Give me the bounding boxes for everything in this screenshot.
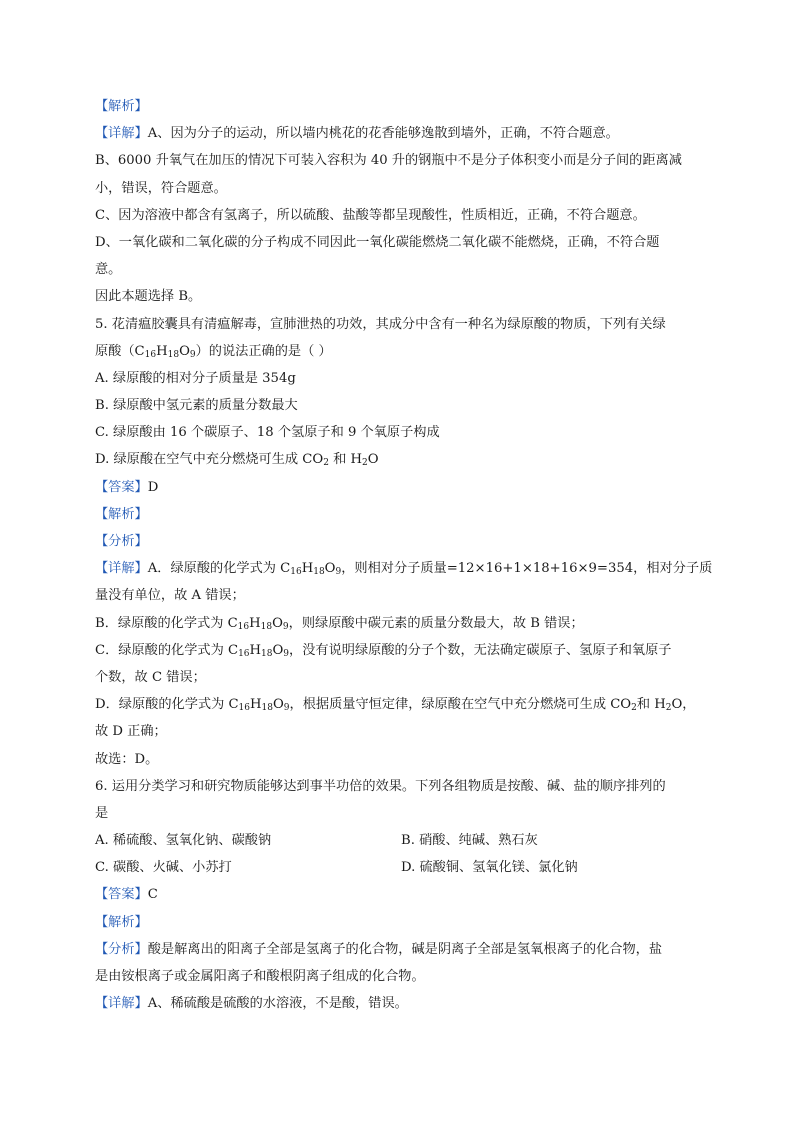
q6-stem: 6. 运用分类学习和研究物质能够达到事半功倍的效果。下列各组物质是按酸、碱、盐的顺序排列的: [95, 778, 666, 794]
q5-detail-line: 量没有单位，故 A 错误；: [95, 588, 245, 604]
q6-analysis-line: 【分析】酸是解离出的阳离子全部是氢离子的化合物，碱是阴离子全部是氢氧根离子的化合物，盐: [95, 941, 663, 957]
q6-option-c: C. 碳酸、火碱、小苏打: [95, 860, 232, 876]
q5-detail-line: 个数，故 C 错误；: [95, 669, 206, 685]
section-tag-fenxi: 【分析】: [95, 534, 148, 549]
q5-stem: 5. 花清瘟胶囊具有清瘟解毒，宣肺泄热的功效，其成分中含有一种名为绿原酸的物质，下列有关绿: [95, 316, 666, 332]
section-tag-jiexi: 【解析】: [95, 506, 148, 522]
q4-detail-line: 意。: [95, 262, 122, 278]
q4-conclusion: 因此本题选择 B。: [95, 289, 202, 305]
q6-detail-line: 【详解】A、稀硫酸是硫酸的水溶液，不是酸，错误。: [95, 996, 408, 1012]
q5-option-c: C. 绿原酸由 16 个碳原子、18 个氢原子和 9 个氧原子构成: [95, 425, 440, 441]
q6-option-a: A. 稀硫酸、氢氧化钠、碳酸钠: [95, 833, 272, 849]
section-tag-jiexi: 【解析】: [95, 914, 148, 930]
q5-detail-line: B．绿原酸的化学式为 C16H18O9，则绿原酸中碳元素的质量分数最大，故 B 错误；: [95, 615, 584, 632]
q4-detail-line: C、因为溶液中都含有氢离子，所以硫酸、盐酸等都呈现酸性，性质相近，正确，不符合题意。: [95, 207, 646, 223]
q5-answer: 【答案】D: [95, 479, 159, 495]
q5-option-a: A. 绿原酸的相对分子质量是 354g: [95, 370, 296, 386]
q6-options-row: [95, 827, 707, 854]
q5-detail-line: 故 D 正确；: [95, 724, 167, 740]
q4-detail-line: D、一氧化碳和二氧化碳的分子构成不同因此一氧化碳能燃烧二氧化碳不能燃烧，正确，不符合题: [95, 234, 660, 250]
q6-analysis-line: 是由铵根离子或金属阳离子和酸根阴离子组成的化合物。: [95, 969, 425, 984]
section-tag-jiexi: 【解析】: [95, 99, 148, 114]
q5-detail-line: D．绿原酸的化学式为 C16H18O9，根据质量守恒定律，绿原酸在空气中充分燃烧可生成 CO2和 H2O，: [95, 697, 696, 714]
q6-stem: 是: [95, 805, 109, 821]
q6-answer: 【答案】C: [95, 887, 158, 903]
q5-detail-line: C．绿原酸的化学式为 C16H18O9，没有说明绿原酸的分子个数，无法确定碳原子、氢原子和氧原子: [95, 642, 672, 659]
q5-conclusion: 故选：D。: [95, 751, 159, 767]
q6-options-row: [95, 854, 707, 881]
q5-option-d: D. 绿原酸在空气中充分燃烧可生成 CO2 和 H2O: [95, 452, 379, 469]
q5-stem: 原酸（C16H18O9）的说法正确的是（ ）: [95, 343, 332, 360]
q4-detail-line: B、6000 升氧气在加压的情况下可装入容积为 40 升的钢瓶中不是分子体积变小而是分子间的距离减: [95, 153, 682, 169]
document-page: [95, 93, 713, 1017]
q5-detail-line: 【详解】A．绿原酸的化学式为 C16H18O9，则相对分子质量=12×16+1×18+16×9=354，相对分子质: [95, 561, 713, 578]
q6-option-b: B. 硝酸、纯碱、熟石灰: [401, 833, 538, 849]
q4-detail-line: 【详解】A、因为分子的运动，所以墙内桃花的花香能够逸散到墙外，正确，不符合题意。: [95, 126, 619, 142]
q5-option-b: B. 绿原酸中氢元素的质量分数最大: [95, 398, 298, 414]
q6-option-d: D. 硫酸铜、氢氧化镁、氯化钠: [401, 860, 578, 876]
q4-detail-line: 小，错误，符合题意。: [95, 180, 227, 196]
